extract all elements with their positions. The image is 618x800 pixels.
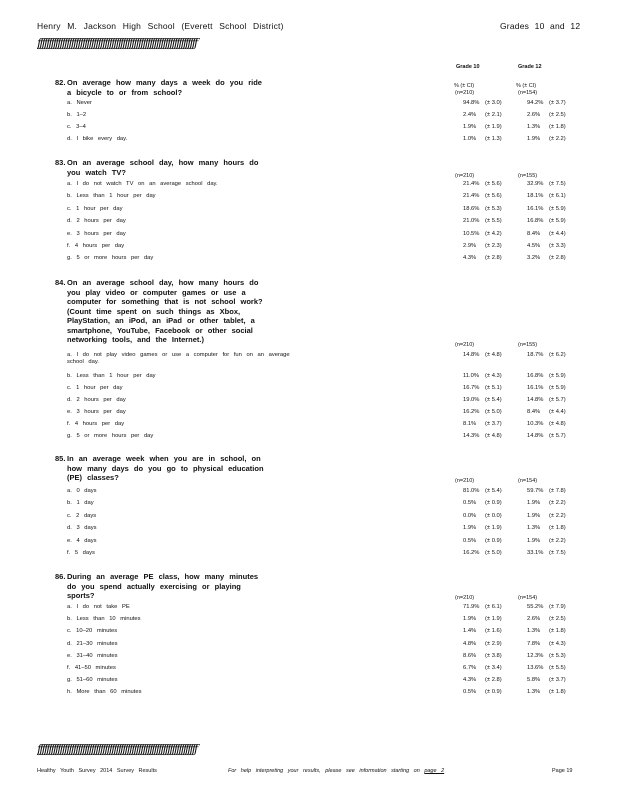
question-number: 82.	[55, 78, 66, 87]
answer-row	[67, 500, 597, 511]
percent-grade12: 1.9%	[527, 500, 541, 507]
sample-size-grade12: (n=154)	[518, 90, 538, 96]
percent-grade12: 12.3%	[527, 652, 544, 659]
answer-label: c. 1 hour per day	[67, 385, 123, 391]
decorative-divider-bottom: ƒƒƒƒƒƒƒƒƒƒƒƒƒƒƒƒƒƒƒƒƒƒƒƒƒƒƒƒƒƒƒƒƒƒƒƒƒƒƒƒƒƒƒƒƒƒƒƒƒƒƒƒƒƒƒƒƒƒƒƒƒƒƒƒƒƒƒƒƒƒƒ	[37, 742, 197, 756]
answer-row	[67, 616, 597, 627]
question-title	[55, 278, 270, 345]
percent-grade12: 2.6%	[527, 112, 541, 118]
answer-row	[67, 255, 597, 266]
percent-grade10: 0.5%	[463, 689, 477, 696]
ci-grade12: (± 3.7)	[549, 100, 566, 106]
percent-grade12: 16.1%	[527, 205, 544, 212]
answer-label: c. 10–20 minutes	[67, 628, 118, 635]
percent-grade10: 18.6%	[463, 205, 480, 212]
ci-grade12: (± 4.4)	[549, 230, 566, 237]
answer-label: f. 4 hours per day	[67, 421, 125, 427]
ci-grade12: (± 3.3)	[549, 243, 566, 249]
ci-grade10: (± 1.9)	[485, 616, 502, 623]
answer-label: a. Never	[67, 100, 92, 106]
answer-label: c. 3–4	[67, 124, 86, 130]
percent-grade12: 1.3%	[527, 628, 541, 635]
question-title	[55, 454, 270, 483]
ci-grade12: (± 5.9)	[549, 373, 566, 379]
ci-header-pct-grade12: % (± CI)	[516, 83, 537, 89]
percent-grade10: 8.1%	[463, 421, 477, 427]
percent-grade10: 6.7%	[463, 665, 477, 671]
ci-grade10: (± 2.8)	[485, 677, 502, 684]
answer-row	[67, 136, 597, 147]
percent-grade10: 4.3%	[463, 255, 477, 262]
answer-label: c. 2 days	[67, 512, 97, 519]
ci-grade10: (± 5.4)	[485, 397, 502, 403]
footer-help-text	[228, 768, 444, 774]
footer-page-number: Page 19	[552, 768, 573, 774]
percent-grade10: 4.3%	[463, 677, 477, 684]
percent-grade10: 16.2%	[463, 409, 480, 415]
question-number: 86.	[55, 572, 66, 581]
answer-label: d. 2 hours per day	[67, 397, 126, 403]
ci-grade12: (± 2.2)	[549, 500, 566, 507]
percent-grade12: 1.9%	[527, 136, 541, 142]
ci-grade10: (± 3.8)	[485, 652, 502, 659]
answer-label: e. 31–40 minutes	[67, 652, 118, 659]
answer-row	[67, 525, 597, 536]
ci-grade12: (± 1.8)	[549, 124, 566, 130]
percent-grade10: 11.0%	[463, 373, 480, 379]
question-84	[55, 278, 595, 439]
question-text: On an average school day, how many hours do you watch TV?	[67, 158, 259, 177]
ci-grade10: (± 1.3)	[485, 136, 502, 142]
ci-grade10: (± 0.0)	[485, 512, 502, 519]
percent-grade10: 1.9%	[463, 525, 477, 532]
answer-row	[67, 538, 597, 549]
ci-grade12: (± 5.9)	[549, 385, 566, 391]
question-title	[55, 158, 270, 177]
answer-label: d. 21–30 minutes	[67, 640, 118, 647]
answer-row	[67, 124, 597, 135]
ci-grade10: (± 5.6)	[485, 193, 502, 200]
percent-grade10: 21.4%	[463, 193, 480, 200]
percent-grade12: 55.2%	[527, 604, 544, 610]
percent-grade12: 33.1%	[527, 550, 544, 556]
ci-grade12: (± 2.5)	[549, 112, 566, 118]
percent-grade12: 16.8%	[527, 373, 544, 379]
percent-grade12: 94.2%	[527, 100, 544, 106]
question-title	[55, 572, 270, 601]
percent-grade10: 14.8%	[463, 352, 480, 358]
percent-grade12: 5.8%	[527, 677, 541, 684]
ci-grade10: (± 5.4)	[485, 488, 502, 494]
ci-grade10: (± 2.8)	[485, 255, 502, 262]
percent-grade10: 0.5%	[463, 500, 477, 507]
answer-label: b. Less than 1 hour per day	[67, 373, 156, 379]
ci-grade10: (± 3.0)	[485, 100, 502, 106]
question-82	[55, 78, 595, 142]
question-text: On an average school day, how many hours do you play video or computer games or use a computer for something that is not school work? (Count time spent on such things as Xbox, PlayStation, an iPod, an iPad or other tablet, a smartphone, YouTube, Facebook or other social networking tools, and the Internet.)	[67, 278, 263, 344]
answer-label: a. 0 days	[67, 488, 97, 494]
answer-label: g. 5 or more hours per day	[67, 255, 154, 262]
ci-grade10: (± 3.7)	[485, 421, 502, 427]
ci-grade12: (± 6.1)	[549, 193, 566, 200]
answer-row	[67, 665, 597, 676]
decorative-divider-top: ƒƒƒƒƒƒƒƒƒƒƒƒƒƒƒƒƒƒƒƒƒƒƒƒƒƒƒƒƒƒƒƒƒƒƒƒƒƒƒƒƒƒƒƒƒƒƒƒƒƒƒƒƒƒƒƒƒƒƒƒƒƒƒƒƒƒƒƒƒƒƒ	[37, 36, 197, 50]
ci-grade10: (± 4.8)	[485, 352, 502, 358]
ci-grade10: (± 5.0)	[485, 409, 502, 415]
answer-label: a. I do not play video games or use a computer for fun on an average school day.	[67, 352, 290, 365]
column-header-grade12: Grade 12	[518, 64, 542, 70]
answer-row	[67, 421, 597, 432]
sample-size-grade12: (n=154)	[518, 595, 538, 601]
percent-grade10: 0.0%	[463, 512, 477, 519]
percent-grade10: 81.0%	[463, 488, 480, 494]
percent-grade12: 7.8%	[527, 640, 541, 647]
ci-header-pct-grade10: % (± CI)	[454, 83, 475, 89]
ci-grade12: (± 2.2)	[549, 537, 566, 544]
answer-label: g. 5 or more hours per day	[67, 433, 154, 439]
percent-grade10: 8.6%	[463, 652, 477, 659]
percent-grade12: 16.8%	[527, 218, 544, 225]
ci-grade10: (± 5.0)	[485, 550, 502, 556]
ci-grade10: (± 1.6)	[485, 628, 502, 635]
answer-row	[67, 100, 597, 111]
answer-row	[67, 352, 597, 363]
ci-grade10: (± 4.2)	[485, 230, 502, 237]
answer-label: b. 1 day	[67, 500, 94, 507]
ci-grade10: (± 2.9)	[485, 640, 502, 647]
question-86	[55, 572, 595, 696]
percent-grade10: 2.9%	[463, 243, 477, 249]
ci-grade10: (± 0.9)	[485, 689, 502, 696]
answer-row	[67, 677, 597, 688]
percent-grade12: 8.4%	[527, 230, 541, 237]
ci-grade12: (± 5.9)	[549, 218, 566, 225]
answer-label: d. I bike every day.	[67, 136, 128, 142]
sample-size-grade12: (n=155)	[518, 342, 538, 348]
answer-row	[67, 206, 597, 217]
ci-grade12: (± 2.2)	[549, 512, 566, 519]
ci-grade12: (± 5.9)	[549, 205, 566, 212]
percent-grade10: 71.9%	[463, 604, 480, 610]
question-number: 83.	[55, 158, 66, 167]
answer-row	[67, 373, 597, 384]
percent-grade12: 1.9%	[527, 537, 541, 544]
answer-label: d. 2 hours per day	[67, 218, 126, 225]
ci-grade12: (± 7.8)	[549, 488, 566, 494]
ci-grade12: (± 1.8)	[549, 525, 566, 532]
question-85	[55, 454, 595, 556]
answer-row	[67, 550, 597, 561]
answer-label: h. More than 60 minutes	[67, 689, 142, 696]
answer-label: d. 3 days	[67, 525, 97, 532]
ci-grade12: (± 4.8)	[549, 421, 566, 427]
ci-grade10: (± 2.3)	[485, 243, 502, 249]
question-text: In an average week when you are in school, on how many days do you go to physical education (PE) classes?	[67, 454, 264, 482]
answer-label: f. 5 days	[67, 550, 95, 556]
percent-grade12: 13.6%	[527, 665, 544, 671]
percent-grade10: 0.5%	[463, 537, 477, 544]
question-text: During an average PE class, how many minutes do you spend actually exercising or playing sports?	[67, 572, 259, 600]
percent-grade12: 14.8%	[527, 433, 544, 439]
percent-grade10: 94.8%	[463, 100, 480, 106]
percent-grade10: 1.9%	[463, 124, 477, 130]
sample-size-grade12: (n=155)	[518, 173, 538, 179]
percent-grade12: 8.4%	[527, 409, 541, 415]
answer-label: e. 3 hours per day	[67, 230, 126, 237]
ci-grade10: (± 5.6)	[485, 181, 502, 187]
answer-label: a. I do not take PE	[67, 604, 130, 610]
ci-grade12: (± 2.2)	[549, 136, 566, 142]
footer-help-label: For help interpreting your results, please see information starting on	[228, 768, 420, 774]
footer-page-link[interactable]: page 2	[424, 768, 445, 774]
answer-row	[67, 409, 597, 420]
percent-grade10: 21.0%	[463, 218, 480, 225]
percent-grade10: 16.7%	[463, 385, 480, 391]
percent-grade10: 19.0%	[463, 397, 480, 403]
percent-grade12: 14.8%	[527, 397, 544, 403]
answer-row	[67, 218, 597, 229]
ci-grade12: (± 1.8)	[549, 628, 566, 635]
sample-size-grade10: (n=210)	[455, 595, 475, 601]
ci-grade12: (± 2.5)	[549, 616, 566, 623]
question-number: 84.	[55, 278, 66, 287]
answer-row	[67, 628, 597, 639]
percent-grade10: 16.2%	[463, 550, 480, 556]
question-text: On average how many days a week do you ride a bicycle to or from school?	[67, 78, 262, 97]
ci-grade10: (± 0.9)	[485, 537, 502, 544]
answer-row	[67, 243, 597, 254]
sample-size-grade12: (n=154)	[518, 478, 538, 484]
sample-size-grade10: (n=210)	[455, 342, 475, 348]
percent-grade12: 16.1%	[527, 385, 544, 391]
answer-row	[67, 433, 597, 444]
percent-grade10: 1.0%	[463, 136, 477, 142]
percent-grade10: 14.3%	[463, 433, 480, 439]
ci-grade12: (± 7.5)	[549, 550, 566, 556]
answer-row	[67, 385, 597, 396]
ci-grade10: (± 2.1)	[485, 112, 502, 118]
percent-grade12: 18.7%	[527, 352, 544, 358]
percent-grade12: 32.9%	[527, 181, 544, 187]
answer-label: e. 4 days	[67, 537, 97, 544]
ci-grade12: (± 4.4)	[549, 409, 566, 415]
answer-label: f. 41–50 minutes	[67, 665, 116, 671]
answer-label: c. 1 hour per day	[67, 205, 123, 212]
percent-grade12: 1.3%	[527, 525, 541, 532]
answer-row	[67, 193, 597, 204]
ci-grade12: (± 3.7)	[549, 677, 566, 684]
percent-grade12: 1.3%	[527, 689, 541, 696]
percent-grade10: 1.4%	[463, 628, 477, 635]
percent-grade12: 18.1%	[527, 193, 544, 200]
sample-size-grade10: (n=210)	[455, 478, 475, 484]
ci-grade10: (± 0.9)	[485, 500, 502, 507]
answer-row	[67, 112, 597, 123]
ci-grade12: (± 2.8)	[549, 255, 566, 262]
answer-label: b. Less than 10 minutes	[67, 616, 141, 623]
answer-label: f. 4 hours per day	[67, 243, 125, 249]
percent-grade12: 1.3%	[527, 124, 541, 130]
sample-size-grade10: (n=210)	[455, 173, 475, 179]
percent-grade10: 1.9%	[463, 616, 477, 623]
answer-row	[67, 604, 597, 615]
ci-grade12: (± 5.3)	[549, 652, 566, 659]
ci-grade12: (± 4.3)	[549, 640, 566, 647]
percent-grade12: 1.9%	[527, 512, 541, 519]
answer-label: b. 1–2	[67, 112, 87, 118]
percent-grade10: 10.5%	[463, 230, 480, 237]
answer-label: g. 51–60 minutes	[67, 677, 118, 684]
ci-grade10: (± 4.8)	[485, 433, 502, 439]
percent-grade10: 21.4%	[463, 181, 480, 187]
ci-grade10: (± 3.4)	[485, 665, 502, 671]
percent-grade10: 4.8%	[463, 640, 477, 647]
answer-row	[67, 689, 597, 700]
ci-grade12: (± 7.5)	[549, 181, 566, 187]
ci-grade12: (± 6.2)	[549, 352, 566, 358]
report-header-grades: Grades 10 and 12	[500, 21, 581, 31]
answer-row	[67, 641, 597, 652]
column-header-grade10: Grade 10	[456, 64, 480, 70]
ci-grade10: (± 1.9)	[485, 124, 502, 130]
sample-size-grade10: (n=210)	[455, 90, 475, 96]
question-number: 85.	[55, 454, 66, 463]
ci-grade12: (± 5.7)	[549, 433, 566, 439]
question-title	[55, 78, 270, 97]
percent-grade12: 3.2%	[527, 255, 541, 262]
answer-label: a. I do not watch TV on an average school day.	[67, 181, 218, 187]
percent-grade12: 59.7%	[527, 488, 544, 494]
ci-grade12: (± 5.7)	[549, 397, 566, 403]
ci-grade10: (± 4.3)	[485, 373, 502, 379]
answer-row	[67, 653, 597, 664]
report-header-school: Henry M. Jackson High School (Everett School District)	[37, 21, 284, 31]
ci-grade10: (± 5.3)	[485, 205, 502, 212]
ci-grade10: (± 5.1)	[485, 385, 502, 391]
question-83	[55, 158, 595, 262]
percent-grade12: 4.5%	[527, 243, 541, 249]
ci-grade12: (± 5.5)	[549, 665, 566, 671]
ci-grade10: (± 6.1)	[485, 604, 502, 610]
percent-grade12: 2.6%	[527, 616, 541, 623]
percent-grade10: 2.4%	[463, 112, 477, 118]
ci-grade12: (± 7.9)	[549, 604, 566, 610]
answer-row	[67, 397, 597, 408]
answer-row	[67, 231, 597, 242]
ci-grade10: (± 1.9)	[485, 525, 502, 532]
ci-grade10: (± 5.5)	[485, 218, 502, 225]
percent-grade12: 10.3%	[527, 421, 544, 427]
ci-grade12: (± 1.8)	[549, 689, 566, 696]
answer-row	[67, 488, 597, 499]
footer-survey-title: Healthy Youth Survey 2014 Survey Results	[37, 768, 157, 774]
answer-label: b. Less than 1 hour per day	[67, 193, 156, 200]
answer-label: e. 3 hours per day	[67, 409, 126, 415]
answer-row	[67, 513, 597, 524]
answer-row	[67, 181, 597, 192]
